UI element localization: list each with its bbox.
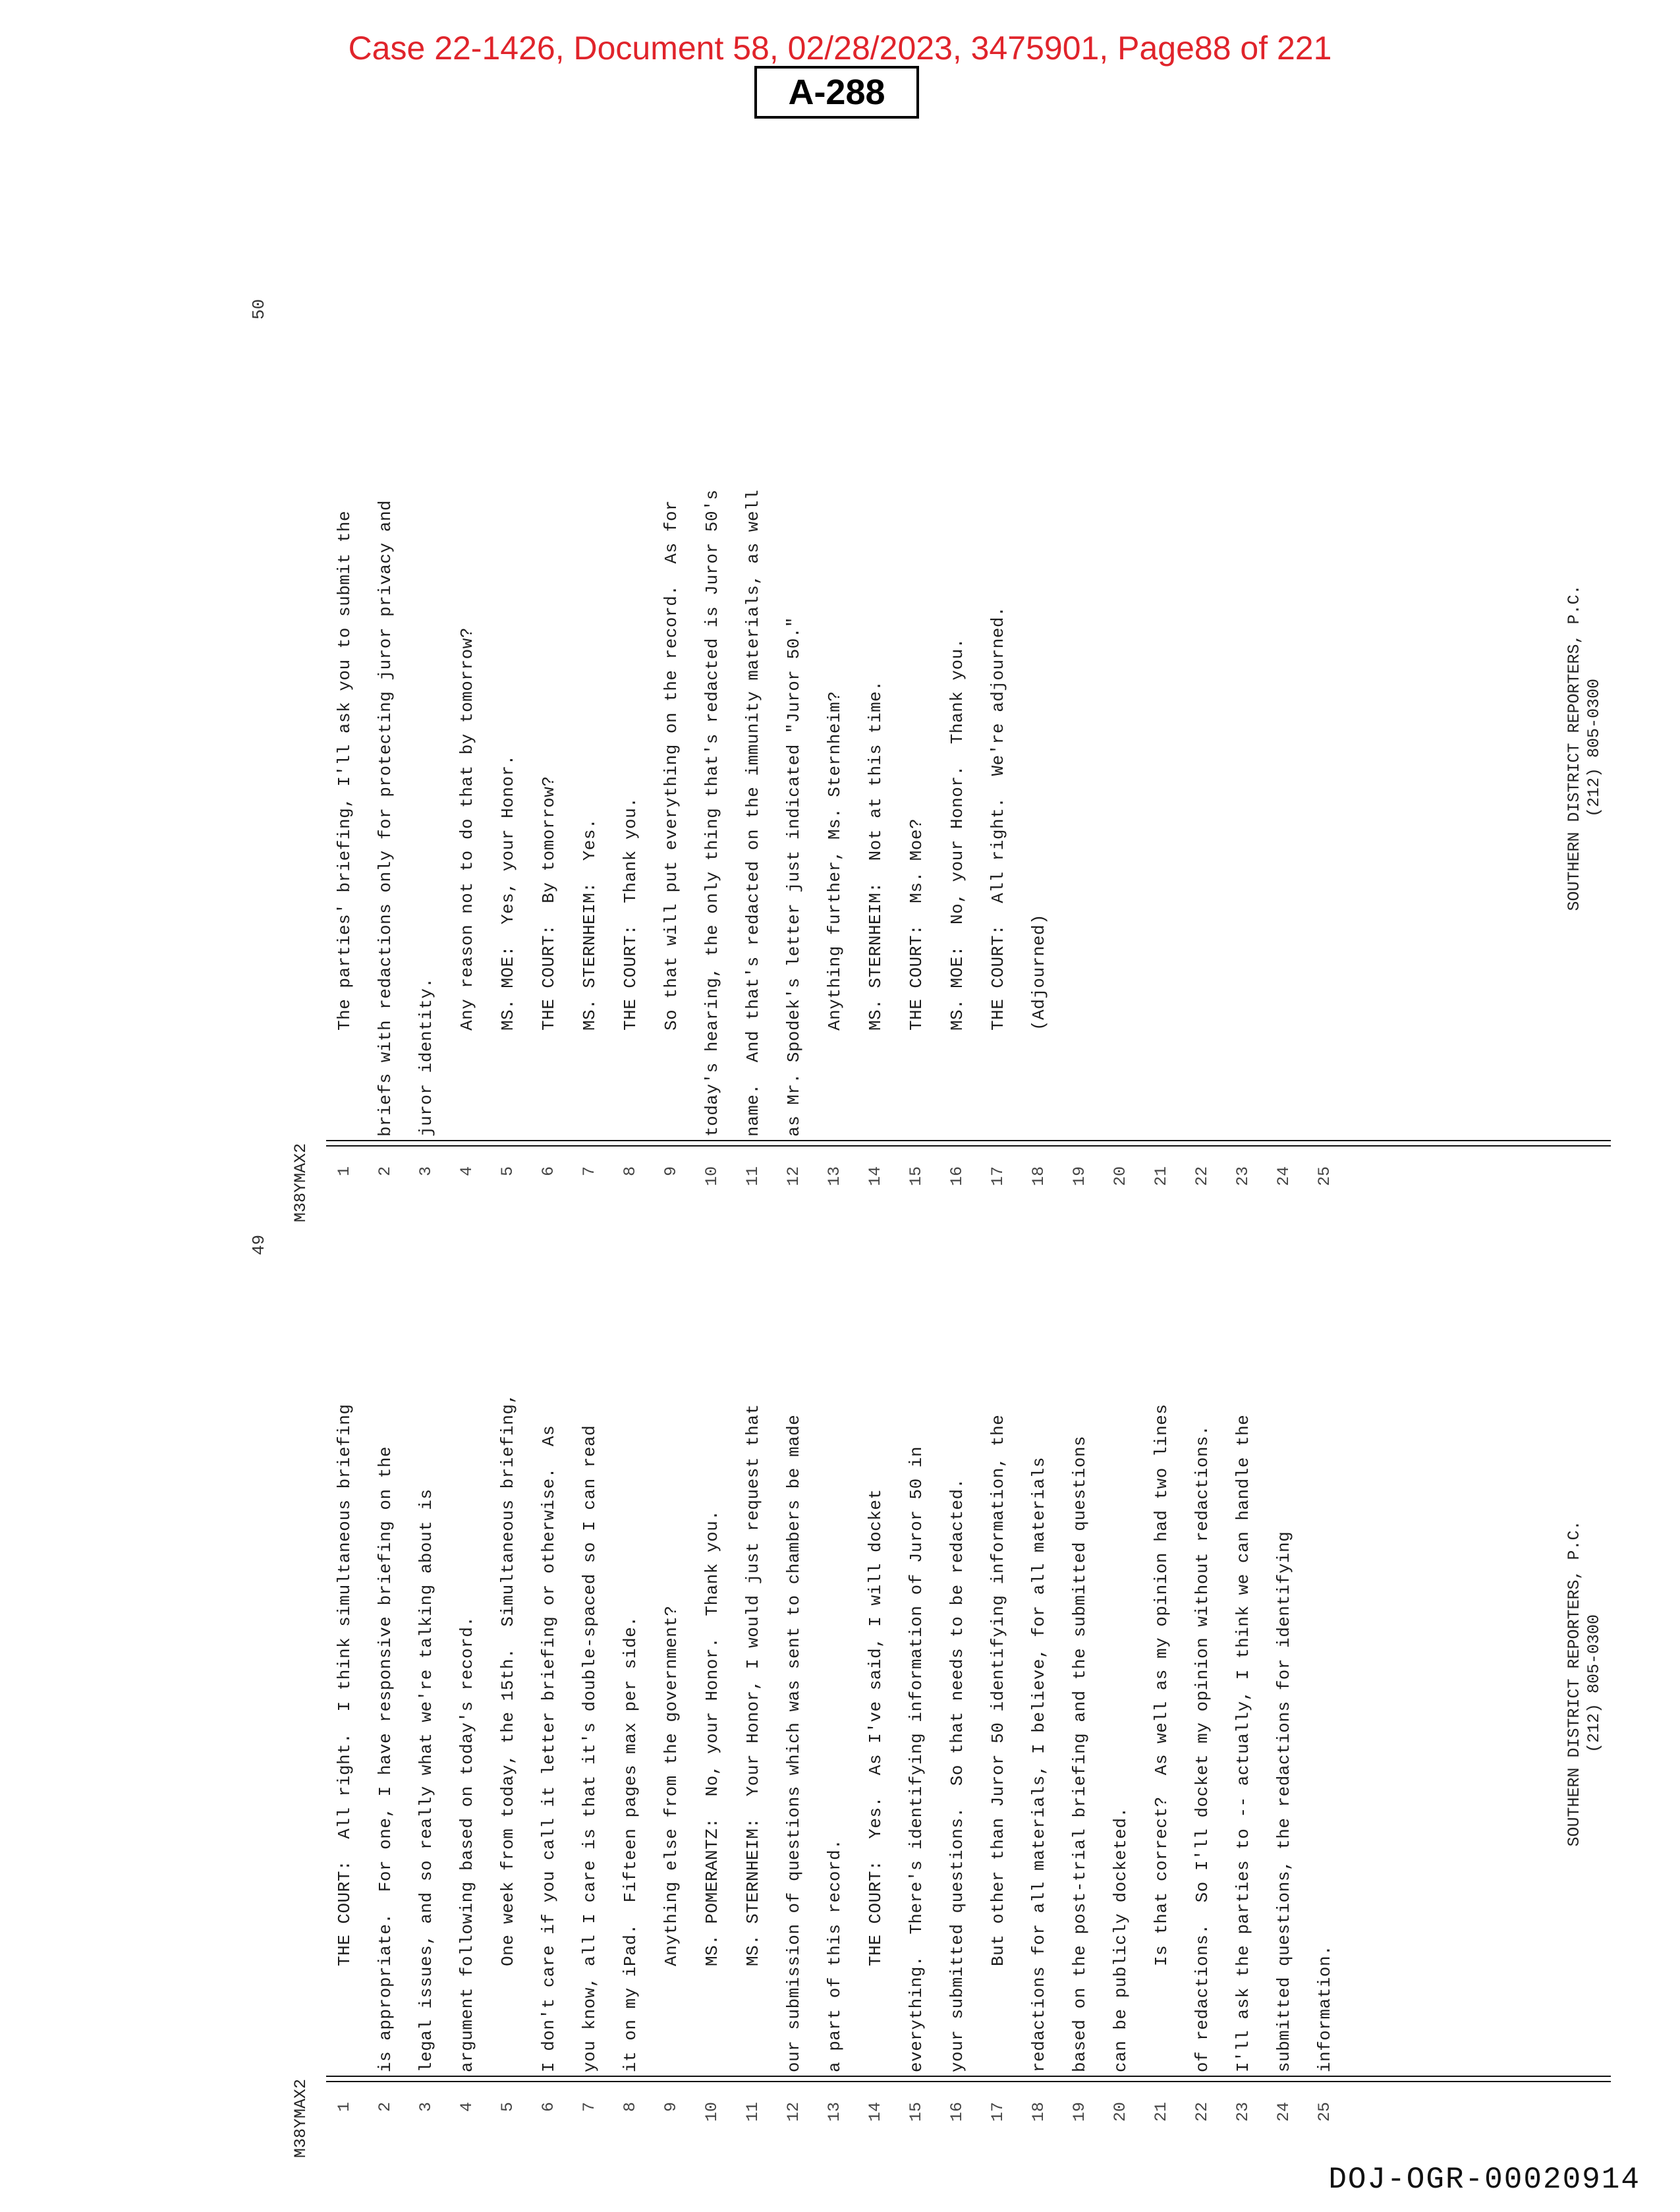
transcript-line: But other than Juror 50 identifying information, the <box>988 1414 1008 2072</box>
line-number-column <box>324 1166 1345 1203</box>
transcript-line: MS. POMERANTZ: No, your Honor. Thank you. <box>702 1510 722 2072</box>
line-number: 3 <box>416 1166 435 1177</box>
transcript-line: information. <box>1315 1944 1335 2072</box>
line-number: 5 <box>498 2102 517 2113</box>
transcript-line: So that will put everything on the record. As for <box>661 499 681 1137</box>
line-number: 12 <box>784 2102 803 2122</box>
transcript-line <box>1182 478 1223 1137</box>
transcript-line: it on my iPad. Fifteen pages max per side. <box>621 1616 640 2072</box>
line-number: 15 <box>907 1166 926 1187</box>
line-number: 25 <box>1315 1166 1334 1187</box>
transcript-line: is appropriate. For one, I have responsive briefing on the <box>376 1446 395 2072</box>
line-number: 2 <box>376 2102 395 2113</box>
line-number: 17 <box>988 2102 1007 2122</box>
transcript-line: The parties' briefing, I'll ask you to submit the <box>335 510 354 1137</box>
transcript-line: THE COURT: Thank you. <box>621 797 640 1137</box>
line-number-column <box>324 2102 1345 2138</box>
transcript-line: One week from today, the 15th. Simultaneous briefing, <box>498 1393 518 2072</box>
transcript-line: everything. There's identifying information of Juror 50 in <box>907 1446 926 2072</box>
line-number: 4 <box>457 1166 476 1177</box>
transcript-line: MS. MOE: No, your Honor. Thank you. <box>947 638 967 1137</box>
line-number: 23 <box>1233 1166 1252 1187</box>
line-number: 1 <box>335 1166 354 1177</box>
transcript-line: Any reason not to do that by tomorrow? <box>457 627 477 1137</box>
line-number: 12 <box>784 1166 803 1187</box>
transcript-line: I don't care if you call it letter briefing or otherwise. As <box>539 1425 559 2072</box>
page-caption: M38YMAX2 <box>291 1143 310 1222</box>
line-number: 4 <box>457 2102 476 2113</box>
line-number: 7 <box>580 1166 599 1177</box>
transcript-line: THE COURT: All right. We're adjourned. <box>988 606 1008 1137</box>
margin-rule <box>326 1140 1611 1141</box>
transcript-line: of redactions. So I'll docket my opinion without redactions. <box>1192 1425 1212 2072</box>
line-number: 24 <box>1274 2102 1293 2122</box>
transcript-line: MS. STERNHEIM: Yes. <box>580 818 600 1137</box>
reporter-name: SOUTHERN DISTRICT REPORTERS, P.C. <box>1565 1520 1584 1847</box>
line-number: 7 <box>580 2102 599 2113</box>
line-number: 9 <box>661 2102 681 2113</box>
transcript-line: a part of this record. <box>825 1838 845 2072</box>
transcript-line: (Adjourned) <box>1029 913 1049 1137</box>
margin-rule <box>326 1145 1611 1147</box>
line-number: 20 <box>1111 2102 1130 2122</box>
transcript-line: MS. STERNHEIM: Not at this time. <box>866 680 885 1137</box>
line-number: 19 <box>1070 2102 1089 2122</box>
line-number: 13 <box>825 2102 844 2122</box>
reporter-phone: (212) 805-0300 <box>1584 1614 1604 1753</box>
transcript-line: I'll ask the parties to -- actually, I think we can handle the <box>1233 1414 1253 2072</box>
line-number: 18 <box>1029 2102 1048 2122</box>
transcript-text <box>324 478 1345 1137</box>
page-caption: M38YMAX2 <box>291 2078 310 2158</box>
transcript-line: our submission of questions which was sent to chambers be made <box>784 1414 804 2072</box>
transcript-line <box>1141 478 1182 1137</box>
line-number: 13 <box>825 1166 844 1187</box>
page-number: 49 <box>249 1234 269 1255</box>
transcript-line: name. And that's redacted on the immunity materials, as well <box>743 489 763 1137</box>
transcript-line: can be publicly docketed. <box>1111 1807 1131 2072</box>
line-number: 24 <box>1274 1166 1293 1187</box>
transcript-line: submitted questions, the redactions for identifying <box>1274 1531 1294 2072</box>
transcript-line: Is that correct? As well as my opinion had two lines <box>1152 1404 1171 2072</box>
transcript-line: Anything further, Ms. Sternheim? <box>825 691 845 1137</box>
transcript-line <box>1304 478 1345 1137</box>
transcript-line: today's hearing, the only thing that's redacted is Juror 50's <box>702 489 722 1137</box>
transcript-line: as Mr. Spodek's letter just indicated "Juror 50." <box>784 616 804 1137</box>
line-number: 5 <box>498 1166 517 1177</box>
transcript-line: THE COURT: Yes. As I've said, I will docket <box>866 1489 885 2072</box>
line-number: 22 <box>1192 2102 1212 2122</box>
line-number: 19 <box>1070 1166 1089 1187</box>
line-number: 3 <box>416 2102 435 2113</box>
exhibit-label: A-288 <box>754 66 919 119</box>
transcript-line: THE COURT: All right. I think simultaneous briefing <box>335 1404 354 2072</box>
line-number: 20 <box>1111 1166 1130 1187</box>
reporter-name: SOUTHERN DISTRICT REPORTERS, P.C. <box>1565 584 1584 911</box>
reporter-footer <box>1565 273 1604 1222</box>
bates-number: DOJ-OGR-00020914 <box>1328 2163 1640 2197</box>
line-number: 16 <box>947 2102 966 2122</box>
case-stamp: Case 22-1426, Document 58, 02/28/2023, 3475901, Page88 of 221 <box>348 30 1332 67</box>
line-number: 10 <box>702 1166 721 1187</box>
line-number: 25 <box>1315 2102 1334 2122</box>
transcript-line <box>1100 478 1141 1137</box>
transcript-line: redactions for all materials, I believe, for all materials <box>1029 1457 1049 2072</box>
transcript-line: your submitted questions. So that needs to be redacted. <box>947 1478 967 2072</box>
line-number: 14 <box>866 1166 885 1187</box>
transcript-line <box>1059 478 1100 1137</box>
transcript-line: briefs with redactions only for protecting juror privacy and <box>376 499 395 1137</box>
line-number: 15 <box>907 2102 926 2122</box>
transcript-line: MS. MOE: Yes, your Honor. <box>498 754 518 1137</box>
transcript-line: you know, all I care is that it's double-spaced so I can read <box>580 1425 600 2072</box>
transcript-line: MS. STERNHEIM: Your Honor, I would just request that <box>743 1404 763 2072</box>
transcript-line: THE COURT: By tomorrow? <box>539 776 559 1137</box>
line-number: 16 <box>947 1166 966 1187</box>
transcript-line: based on the post-trial briefing and the submitted questions <box>1070 1435 1090 2072</box>
line-number: 21 <box>1152 1166 1171 1187</box>
transcript-line: THE COURT: Ms. Moe? <box>907 818 926 1137</box>
line-number: 8 <box>621 2102 640 2113</box>
transcript-line: argument following based on today's record. <box>457 1616 477 2072</box>
line-number: 2 <box>376 1166 395 1177</box>
reporter-phone: (212) 805-0300 <box>1584 678 1604 818</box>
line-number: 18 <box>1029 1166 1048 1187</box>
line-number: 6 <box>539 2102 558 2113</box>
margin-rule <box>326 2076 1611 2077</box>
line-number: 17 <box>988 1166 1007 1187</box>
line-number: 10 <box>702 2102 721 2122</box>
line-number: 23 <box>1233 2102 1252 2122</box>
line-number: 22 <box>1192 1166 1212 1187</box>
transcript-line: legal issues, and so really what we're talking about is <box>416 1489 436 2072</box>
line-number: 11 <box>743 1166 762 1187</box>
margin-rule <box>326 2081 1611 2082</box>
line-number: 8 <box>621 1166 640 1177</box>
page-number: 50 <box>249 298 269 320</box>
line-number: 1 <box>335 2102 354 2113</box>
line-number: 9 <box>661 1166 681 1177</box>
transcript-line <box>1264 478 1304 1137</box>
line-number: 14 <box>866 2102 885 2122</box>
transcript-line: Anything else from the government? <box>661 1605 681 2072</box>
transcript-line: juror identity. <box>416 977 436 1137</box>
transcript-page-49 <box>231 1209 1660 2158</box>
line-number: 21 <box>1152 2102 1171 2122</box>
transcript-text <box>324 1393 1345 2072</box>
transcript-page-50 <box>231 273 1660 1222</box>
reporter-footer <box>1565 1209 1604 2158</box>
line-number: 11 <box>743 2102 762 2122</box>
line-number: 6 <box>539 1166 558 1177</box>
transcript-line <box>1223 478 1264 1137</box>
